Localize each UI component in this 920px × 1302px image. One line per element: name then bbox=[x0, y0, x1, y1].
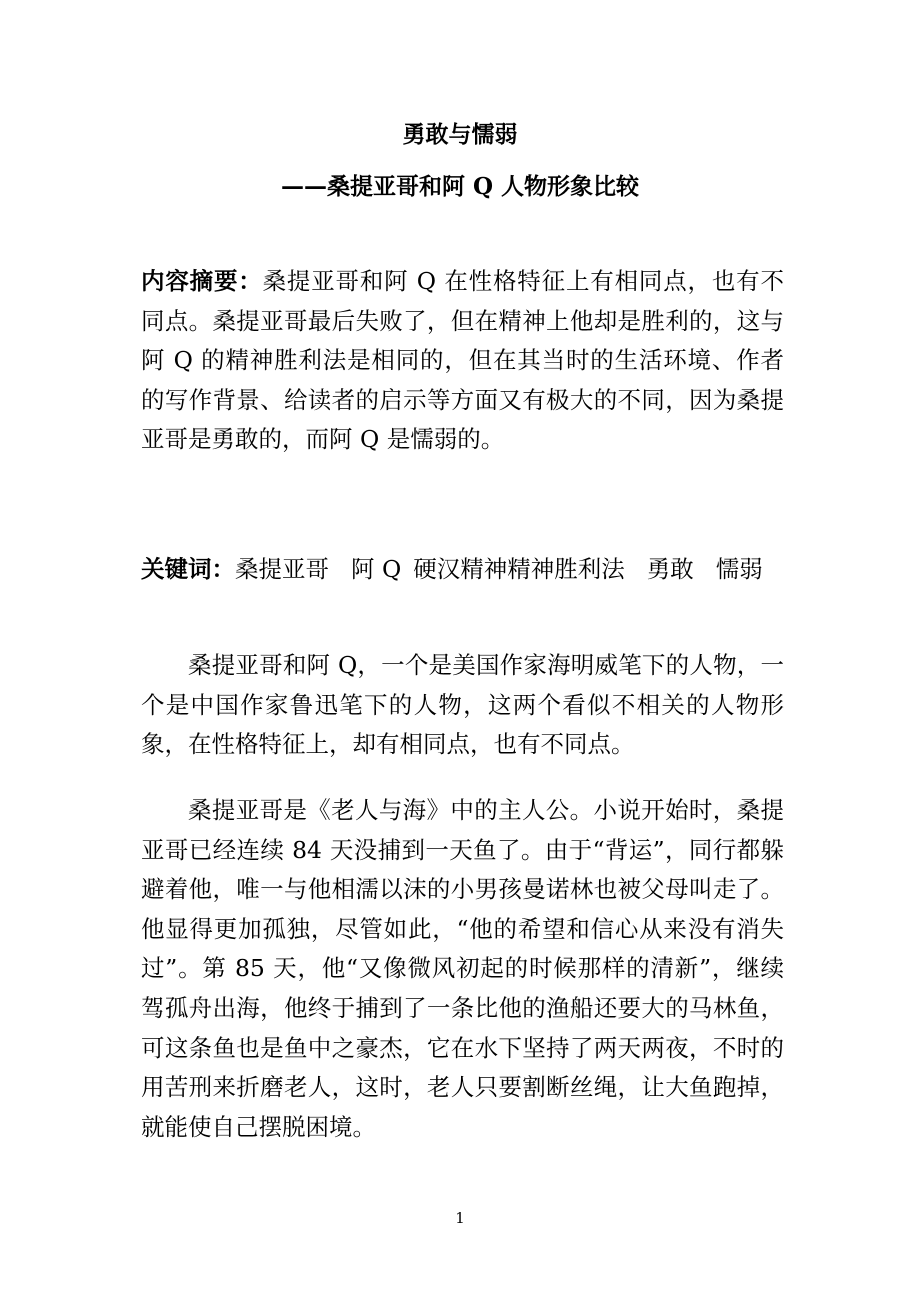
document-subtitle: ——桑提亚哥和阿 Q 人物形象比较 bbox=[280, 173, 640, 200]
body-paragraph: 桑提亚哥是《老人与海》中的主人公。小说开始时，桑提亚哥已经连续 84 天没捕到一天鱼了。由于“背运”，同行都躲避着他，唯一与他相濡以沫的小男孩曼诺林也被父母叫走了。他显得更加孤独，尽管如此，“他的希望和信心从来没有消失过”。第 85 天，他“又像微风初起的时候那样的清新”，继续驾孤舟出海，他终于捕到了一条比他的渔船还要大的马林鱼，可这条鱼也是鱼中之豪杰，它在水下坚持了两天两夜，不时的用苦刑来折磨老人，这时，老人只要割断丝绳，让大鱼跑掉，就能使自己摆脱困境。 bbox=[141, 796, 784, 1141]
body-paragraph: 桑提亚哥和阿 Q，一个是美国作家海明威笔下的人物，一个是中国作家鲁迅笔下的人物，这两个看似不相关的人物形象，在性格特征上，却有相同点，也有不同点。 bbox=[141, 651, 784, 759]
keywords-section bbox=[141, 550, 784, 590]
page-number: 1 bbox=[455, 1209, 465, 1227]
abstract-section bbox=[141, 262, 784, 460]
abstract-label: 内容摘要： bbox=[141, 267, 263, 295]
keyword-item: 硬汉精神精神胜利法 bbox=[413, 555, 625, 583]
keyword-item: 桑提亚哥 bbox=[235, 555, 329, 583]
keywords-label: 关键词： bbox=[141, 555, 235, 583]
document-title: 勇敢与懦弱 bbox=[402, 121, 518, 148]
abstract-text: 桑提亚哥和阿 Q 在性格特征上有相同点，也有不同点。桑提亚哥最后失败了，但在精神上他却是胜利的，这与阿 Q 的精神胜利法是相同的，但在其当时的生活环境、作者的写作背景、给读者的启示等方面又有极大的不同，因为桑提亚哥是勇敢的，而阿 Q 是懦弱的。 bbox=[141, 267, 784, 454]
keyword-item: 阿 Q bbox=[351, 555, 402, 583]
keyword-item: 勇敢 bbox=[646, 555, 694, 583]
keyword-item: 懦弱 bbox=[715, 555, 763, 583]
